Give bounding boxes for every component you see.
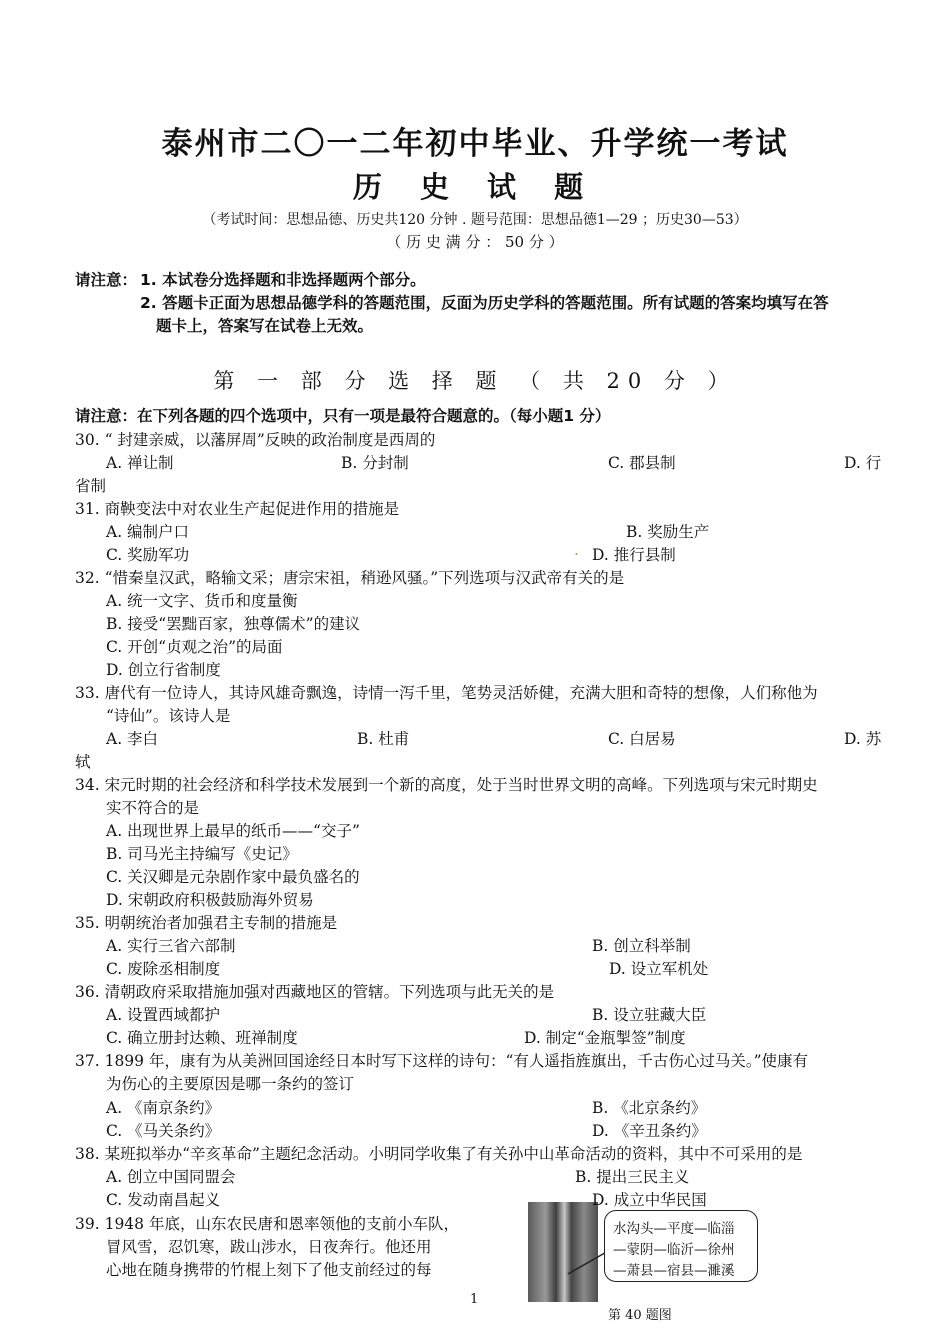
q32-option-b: B. 接受“罢黜百家，独尊儒术”的建议 <box>106 615 361 633</box>
q34-stem-2: 实不符合的是 <box>106 799 200 817</box>
q35-option-d: D. 设立军机处 <box>609 960 709 978</box>
q30-option-a: A. 禅让制 <box>106 454 174 472</box>
q30-option-b: B. 分封制 <box>341 454 409 472</box>
q36-stem: 36. 清朝政府采取措施加强对西藏地区的管辖。下列选项与此无关的是 <box>75 983 555 1001</box>
q34-option-a: A. 出现世界上最早的纸币——“交子” <box>106 822 360 840</box>
q35-option-a: A. 实行三省六部制 <box>106 937 236 955</box>
q33-option-d: D. 苏 <box>844 730 882 748</box>
q31-option-c: C. 奖励军功 <box>106 546 190 564</box>
exam-info: （考试时间：思想品德、历史共120 分钟 . 题号范围：思想品德1—29 ；历史30—53） <box>202 212 748 228</box>
q30-option-c: C. 郡县制 <box>608 454 676 472</box>
route-line-3: —萧县—宿县—濉溪 <box>613 1263 735 1279</box>
q30-option-d: D. 行 <box>844 454 882 472</box>
q38-option-c: C. 发动南昌起义 <box>106 1191 221 1209</box>
q35-option-c: C. 废除丞相制度 <box>106 960 221 978</box>
q30-stem: 30. “ 封建亲威，以藩屏周”反映的政治制度是西周的 <box>75 431 436 449</box>
notice-label: 请注意： <box>75 271 138 289</box>
exam-title: 泰州市二〇一二年初中毕业、升学统一考试 <box>161 126 789 162</box>
q37-stem-1: 37. 1899 年，康有为从美洲回国途经日本时写下这样的诗句：“有人遥指旌旗出，千古伤心过马关。”使康有 <box>75 1052 809 1070</box>
q37-option-a: A. 《南京条约》 <box>106 1099 221 1117</box>
section-title: 第 一 部 分 选 择 题 （ 共 20 分 ） <box>213 369 737 393</box>
q36-option-b: B. 设立驻藏大臣 <box>592 1006 707 1024</box>
figure-caption: 第 40 题图 <box>608 1308 672 1323</box>
q37-option-b: B. 《北京条约》 <box>592 1099 707 1117</box>
q34-stem-1: 34. 宋元时期的社会经济和科学技术发展到一个新的高度，处于当时世界文明的高峰。下列选项与宋元时期史 <box>75 776 818 794</box>
q33-option-b: B. 杜甫 <box>357 730 410 748</box>
q37-option-c: C. 《马关条约》 <box>106 1122 221 1140</box>
page-number: 1 <box>470 1292 479 1307</box>
notice-item-2b: 题卡上，答案写在试卷上无效。 <box>156 317 374 335</box>
q37-stem-2: 为伤心的主要原因是哪一条约的签订 <box>106 1075 355 1093</box>
notice-item-1: 1. 本试卷分选择题和非选择题两个部分。 <box>140 271 426 289</box>
q38-option-b: B. 提出三民主义 <box>575 1168 690 1186</box>
question-40-figure <box>528 1202 776 1323</box>
q34-option-d: D. 宋朝政府积极鼓励海外贸易 <box>106 891 314 909</box>
route-line-2: —蒙阴—临沂—徐州 <box>613 1242 735 1258</box>
q39-line-3: 心地在随身携带的竹棍上刻下了他支前经过的每 <box>106 1261 432 1279</box>
q36-option-a: A. 设置西域都护 <box>106 1006 221 1024</box>
q32-stem: 32. “惜秦皇汉武，略输文采；唐宗宋祖，稍逊风骚。”下列选项与汉武帝有关的是 <box>75 569 625 587</box>
q35-option-b: B. 创立科举制 <box>592 937 691 955</box>
q31-option-b: B. 奖励生产 <box>626 523 710 541</box>
q36-option-c: C. 确立册封达赖、班禅制度 <box>106 1029 298 1047</box>
q33-stem-1: 33. 唐代有一位诗人，其诗风雄奇飘逸，诗情一泻千里，笔势灵活娇健，充满大胆和奇特的想像，人们称他为 <box>75 684 818 702</box>
q34-option-c: C. 关汉卿是元杂剧作家中最负盛名的 <box>106 868 360 886</box>
q33-stem-2: “诗仙”。该诗人是 <box>106 707 231 725</box>
q32-option-c: C. 开创“贞观之治”的局面 <box>106 638 283 656</box>
q32-option-a: A. 统一文字、货币和度量衡 <box>106 592 298 610</box>
q33-option-d-wrap: 轼 <box>75 753 91 771</box>
q30-option-d-wrap: 省制 <box>75 477 107 495</box>
q35-stem: 35. 明朝统治者加强君主专制的措施是 <box>75 914 338 932</box>
q31-dot: . <box>574 541 579 559</box>
q39-line-2: 冒风雪，忍饥寒，跋山涉水，日夜奔行。他还用 <box>106 1238 432 1256</box>
route-line-1: 水沟头—平度—临淄 <box>613 1221 735 1237</box>
q38-stem: 38. 某班拟举办“辛亥革命”主题纪念活动。小明同学收集了有关孙中山革命活动的资料，其中不可采用的是 <box>75 1145 803 1163</box>
full-score: （ 历 史 满 分 ： 50 分 ） <box>386 233 564 251</box>
q37-option-d: D. 《辛丑条约》 <box>592 1122 707 1140</box>
section-instruction: 请注意：在下列各题的四个选项中，只有一项是最符合题意的。（每小题1 分） <box>75 407 611 425</box>
exam-subtitle: 历 史 试 题 <box>352 170 598 204</box>
q32-option-d: D. 创立行省制度 <box>106 661 221 679</box>
q39-line-1: 39. 1948 年底，山东农民唐和恩率领他的支前小车队， <box>75 1215 459 1233</box>
q38-option-d: D. 成立中华民国 <box>592 1191 707 1209</box>
q33-option-c: C. 白居易 <box>608 730 676 748</box>
q31-option-a: A. 编制户口 <box>106 523 190 541</box>
notice-item-2a: 2. 答题卡正面为思想品德学科的答题范围，反面为历史学科的答题范围。所有试题的答案均填写在答 <box>140 294 829 312</box>
q31-option-d: D. 推行县制 <box>592 546 676 564</box>
q34-option-b: B. 司马光主持编写《史记》 <box>106 845 298 863</box>
q31-stem: 31. 商鞅变法中对农业生产起促进作用的措施是 <box>75 500 400 518</box>
q33-option-a: A. 李白 <box>106 730 159 748</box>
q36-option-d: D. 制定“金瓶掣签”制度 <box>524 1029 686 1047</box>
q38-option-a: A. 创立中国同盟会 <box>106 1168 236 1186</box>
route-callout <box>604 1210 758 1282</box>
